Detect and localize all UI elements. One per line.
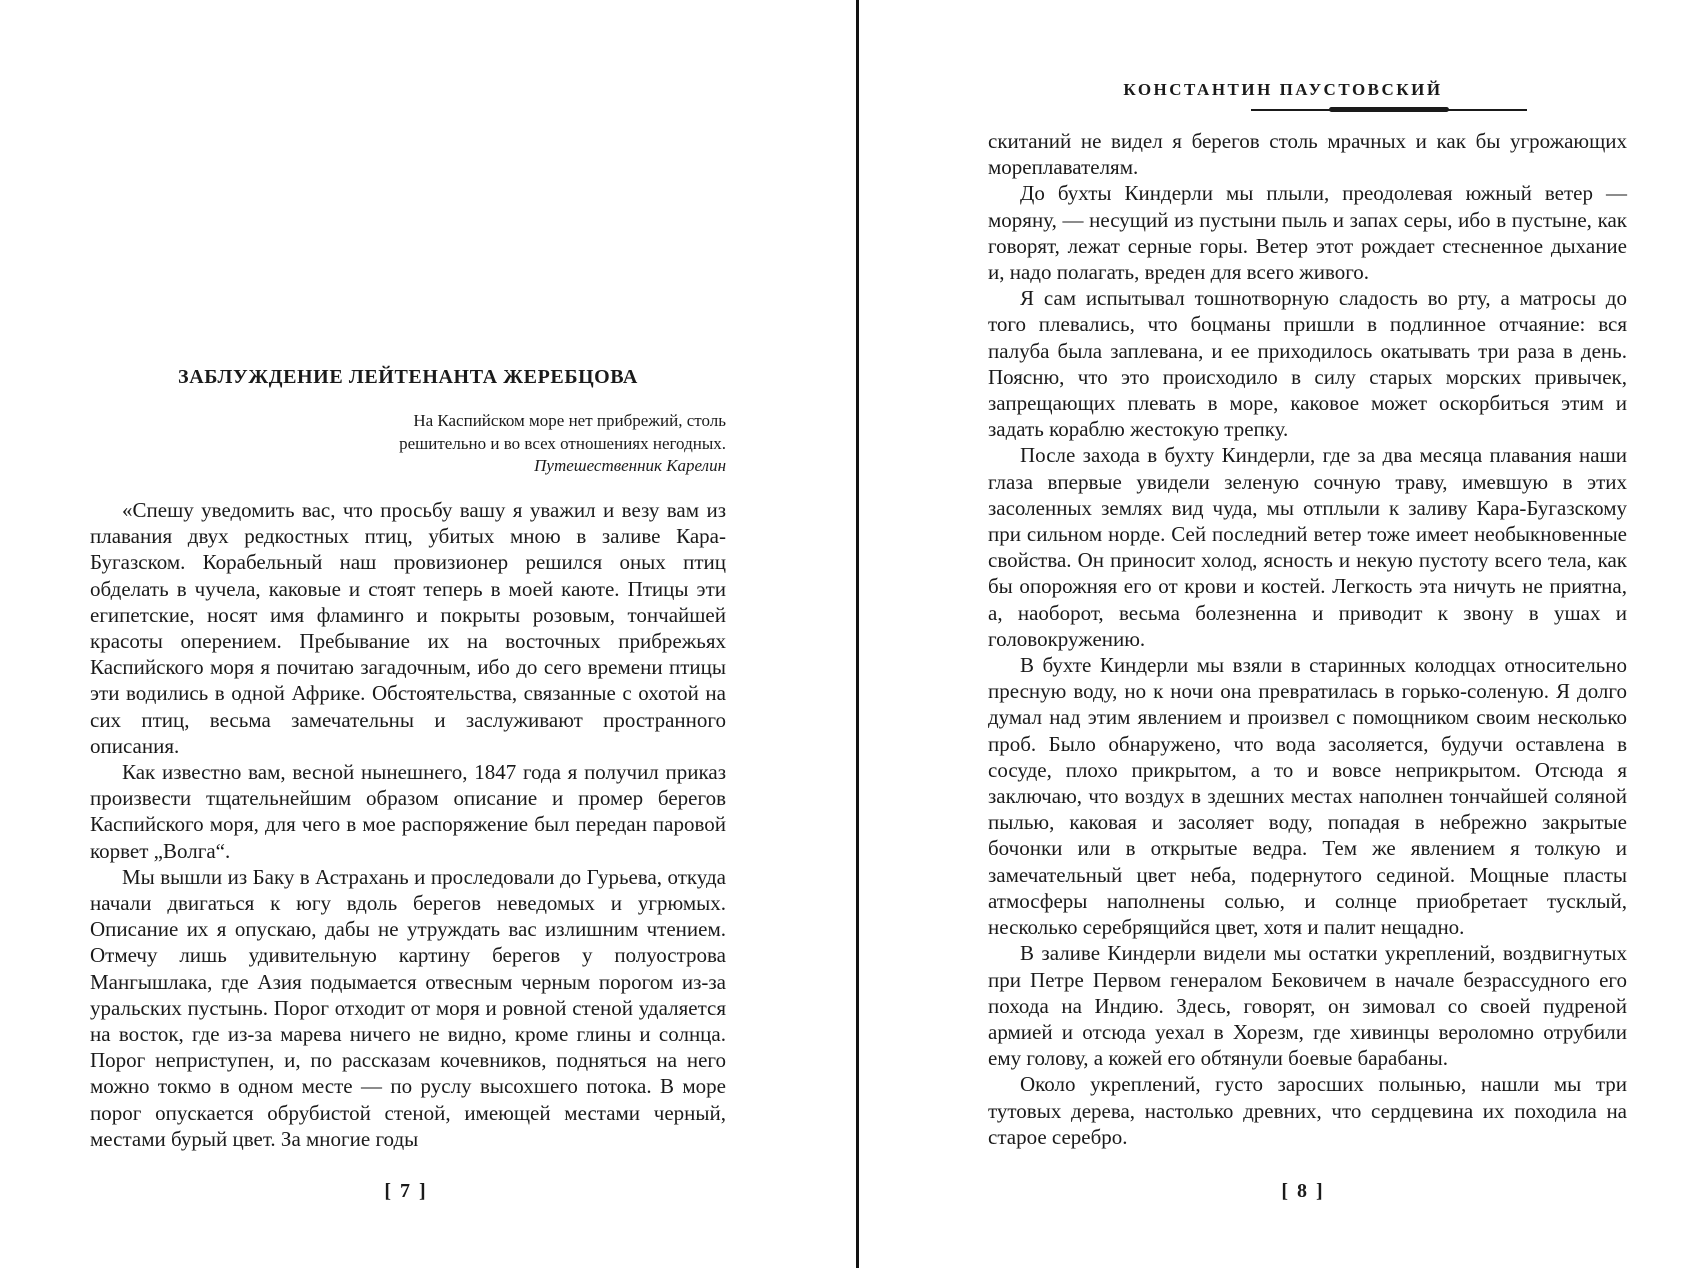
paragraph: Как известно вам, весной нынешнего, 1847 года я получил приказ произвести тщательнейшим образом описание и промер берегов Каспийского моря, для чего в мое распоряжение был передан паровой корвет „Волга“. <box>90 760 726 863</box>
paragraph: Я сам испытывал тошнотворную сладость во рту, а матросы до того плевались, что боцманы пришли в подлинное отчаяние: вся палуба была заплевана, и ее приходилось окатывать три раза в день. Поясню, что это происходило в силу старых морских привычек, запрещающих плевать в море, каковое может оскорбиться этим и задать кораблю жестокую трепку. <box>988 286 1627 442</box>
epigraph <box>330 410 726 478</box>
paragraph: После захода в бухту Киндерли, где за два месяца плавания наши глаза впервые увидели зеленую сочную траву, имевшую в этих засоленных землях вид чуда, мы отплыли к заливу Кара-Бугазскому при сильном норде. Сей последний ветер тоже имеет необыкновенные свойства. Он приносит холод, ясность и некую пустоту всего тела, как бы опорожняя его от крови и костей. Легкость эта ничуть не приятна, а, наоборот, весьма болезненна и приводит к звону в ушах и головокружению. <box>988 443 1627 651</box>
paragraph: «Спешу уведомить вас, что просьбу вашу я уважил и везу вам из плавания двух редкостных птиц, убитых мною в заливе Кара-Бугазском. Корабельный наш провизионер решился оных птиц обделать в чучела, каковые и стоят теперь в моей каюте. Птицы эти египетские, носят имя фламинго и покрыты розовым, тончайшей красоты оперением. Пребывание их на восточных прибрежьях Каспийского моря я почитаю загадочным, ибо до сего времени птицы эти водились в одной Африке. Обстоятельства, связанные с охотой на сих птиц, весьма замечательны и заслуживают пространного описания. <box>90 498 726 758</box>
left-page-body <box>90 497 726 1152</box>
paragraph: В бухте Киндерли мы взяли в старинных колодцах относительно пресную воду, но к ночи она превратилась в горько-соленую. Я долго думал над этим явлением и произвел с помощником своим несколько проб. Было обнаружено, что вода засоляется, будучи оставлена в сосуде, плохо прикрытом, а то и вовсе неприкрытом. Отсюда я заключаю, что воздух в здешних местах наполнен тончайшей соляной пылью, каковая и засоляет воду, попадая в небрежно закрытые бочонки или в открытые ведра. Тем же явлением я толкую и замечательный цвет неба, подернутого сединой. Мощные пласты атмосферы наполнены солью, и солнце приобретает тусклый, несколько серебрящийся цвет, хотя и палит нещадно. <box>988 653 1627 940</box>
paragraph: В заливе Киндерли видели мы остатки укреплений, воздвигнутых при Петре Первом генералом Бековичем в начале безрассудного его похода на Индию. Здесь, говорят, он зимовал со своей пудреной армией и отсюда уехал в Хорезм, где хивинцы вероломно отрубили ему голову, а кожей его обтянули боевые барабаны. <box>988 941 1627 1071</box>
page-number: [ 8 ] <box>1281 1180 1325 1202</box>
running-head-rule-ornament <box>1329 107 1449 112</box>
page-number: [ 7 ] <box>384 1180 428 1202</box>
epigraph-text: На Каспийском море нет прибрежий, столь решительно и во всех отношениях негодных. <box>399 411 726 453</box>
right-page-body <box>988 128 1627 1150</box>
epigraph-author: Путешественник Карелин <box>534 456 726 475</box>
running-head: КОНСТАНТИН ПАУСТОВСКИЙ <box>1123 80 1443 99</box>
paragraph: До бухты Киндерли мы плыли, преодолевая южный ветер — моряну, — несущий из пустыни пыль и запах серы, ибо в пустыне, как говорят, лежат серные горы. Ветер этот рождает стесненное дыхание и, надо полагать, вреден для всего живого. <box>988 181 1627 285</box>
chapter-title: ЗАБЛУЖДЕНИЕ ЛЕЙТЕНАНТА ЖЕРЕБЦОВА <box>178 366 638 388</box>
paragraph: Мы вышли из Баку в Астрахань и проследовали до Гурьева, откуда начали двигаться к югу вдоль берегов неведомых и угрюмых. Описание их я опускаю, дабы не утруждать вас излишним чтением. Отмечу лишь удивительную картину берегов у полуострова Мангышлака, где Азия подымается отвесным черным порогом из-за уральских пустынь. Порог отходит от моря и ровной стеной удаляется на восток, где из-за марева ничего не видно, кроме глины и солнца. Порог неприступен, и, по рассказам кочевников, подняться на него можно токмо в одном месте — по руслу высохшего потока. В море порог опускается обрубистой стеной, имеющей местами черный, местами бурый цвет. За многие годы <box>90 864 726 1151</box>
paragraph: Около укреплений, густо заросших полынью, нашли мы три тутовых дерева, настолько древних, что сердцевина их походила на старое серебро. <box>988 1072 1627 1149</box>
right-page <box>859 0 1707 1268</box>
paragraph-continuation: скитаний не видел я берегов столь мрачных и как бы угрожающих мореплавателям. <box>988 129 1627 180</box>
